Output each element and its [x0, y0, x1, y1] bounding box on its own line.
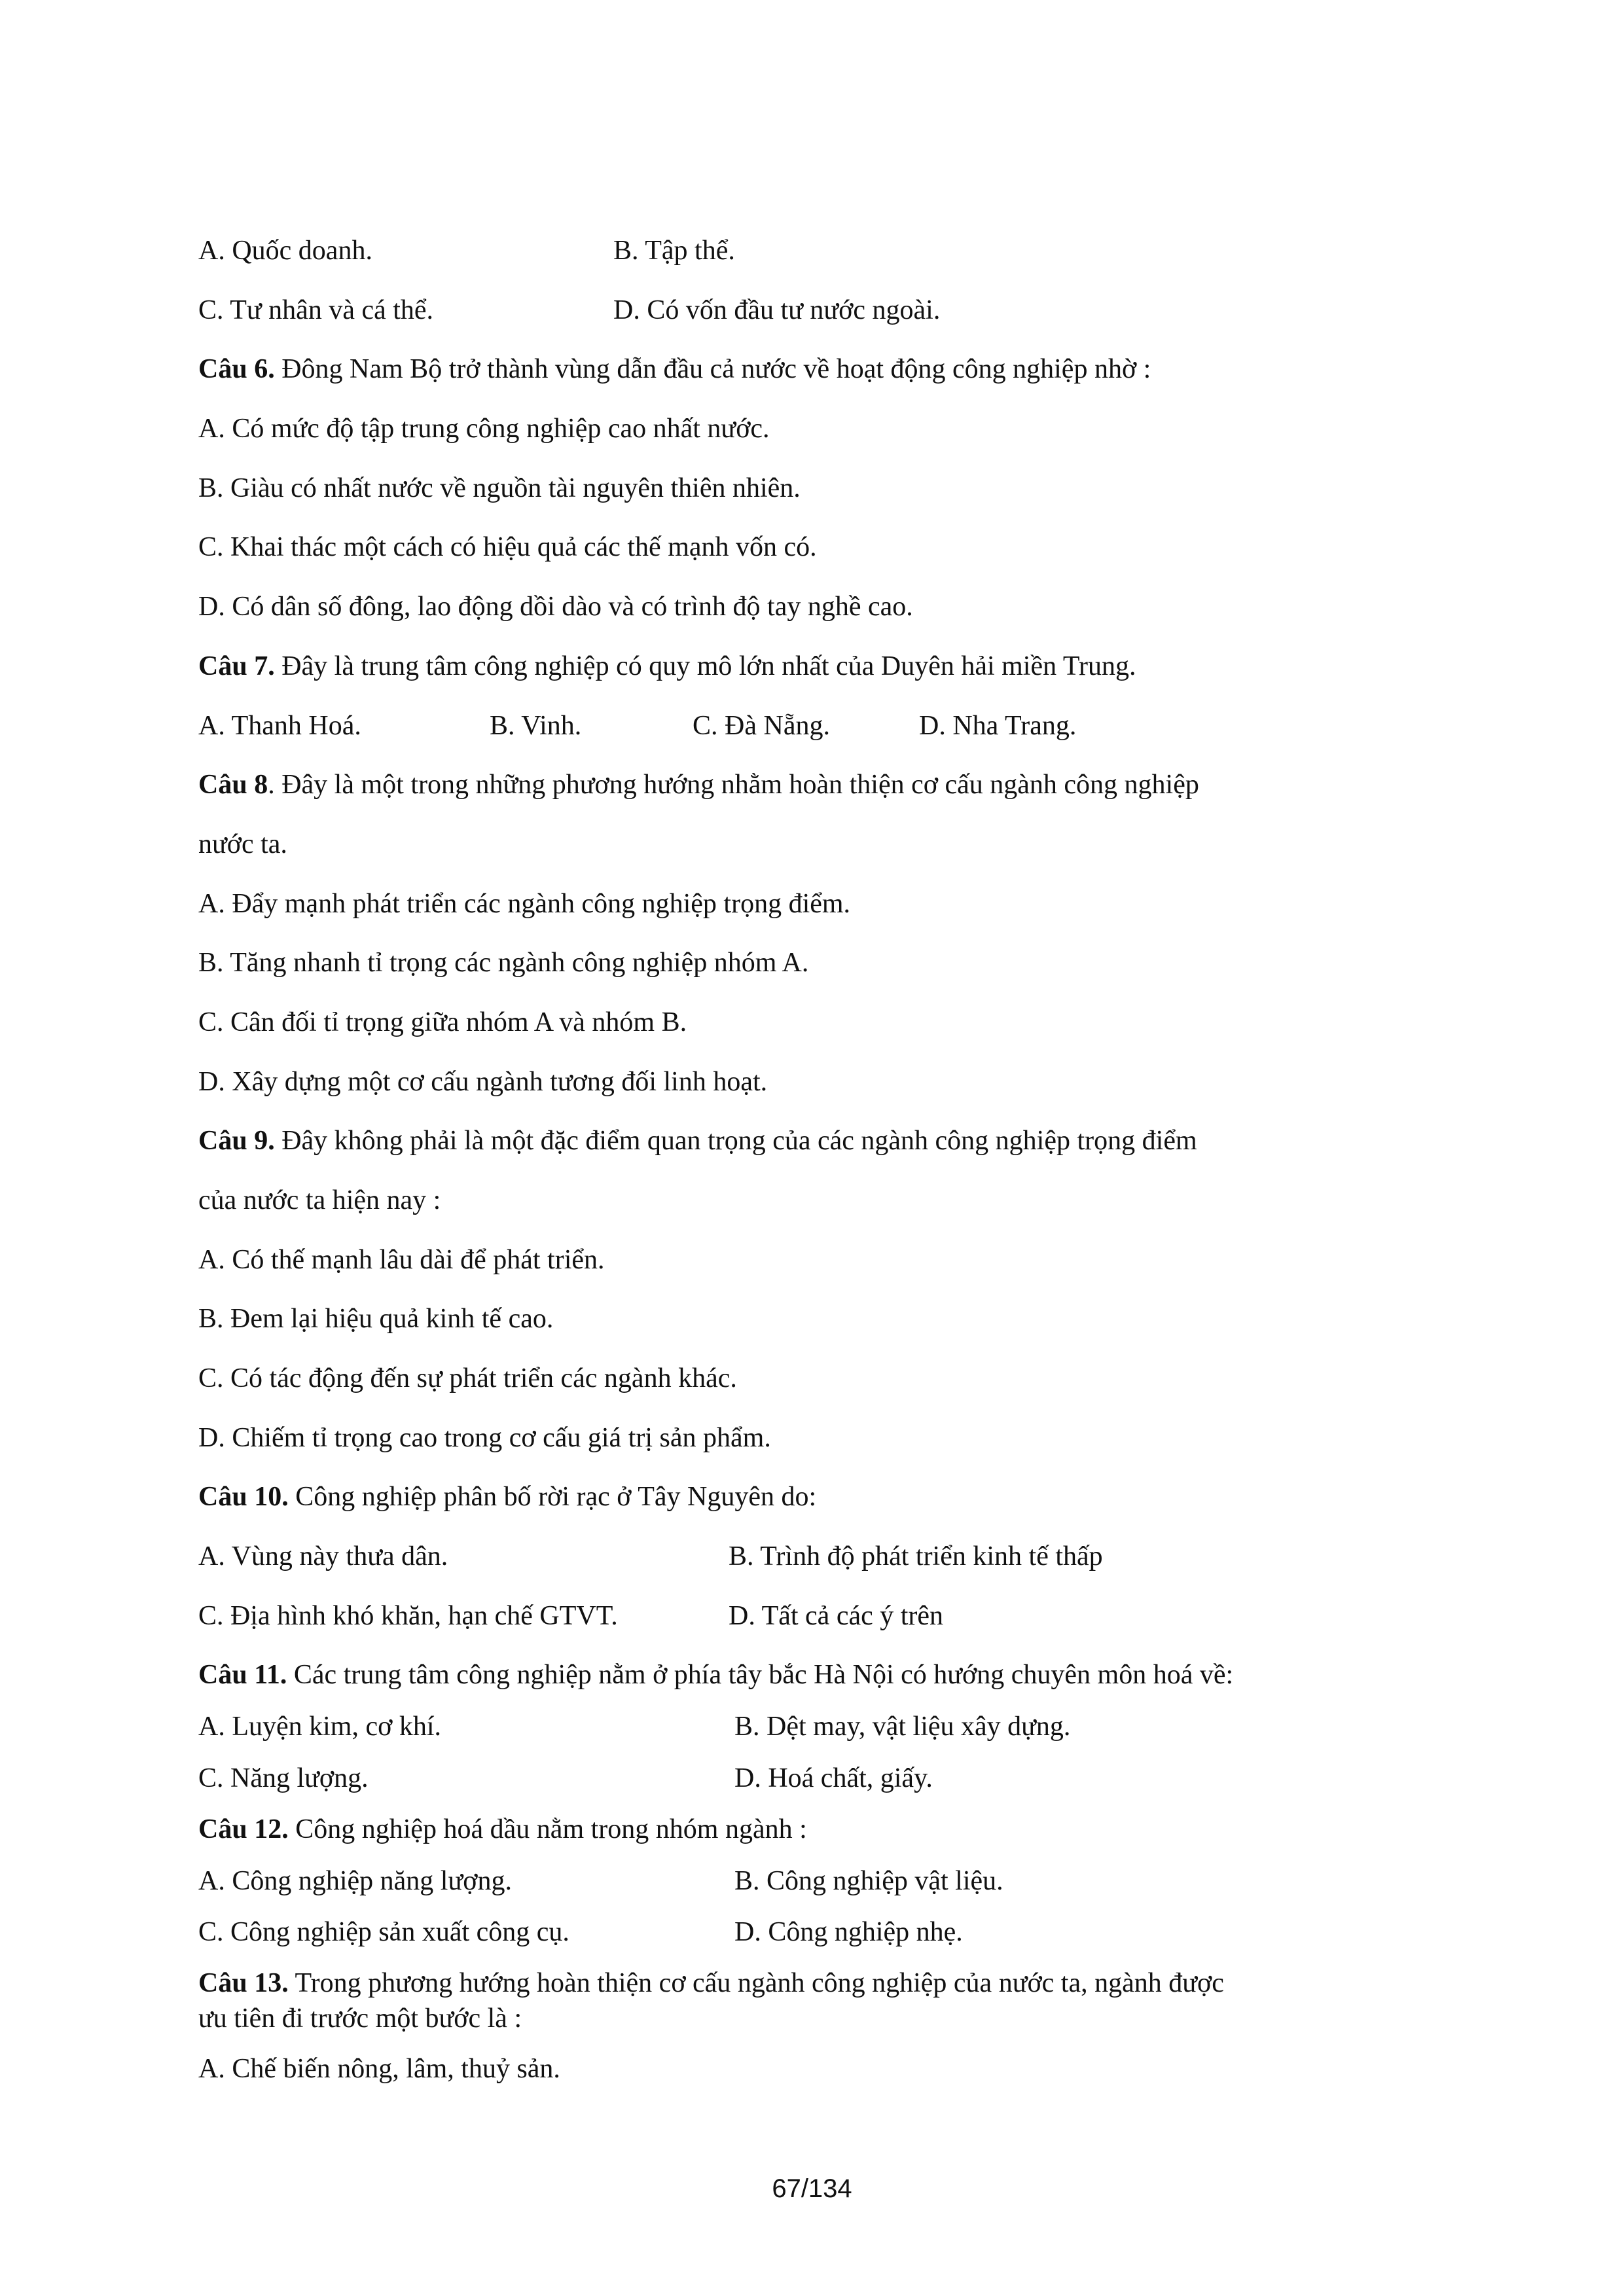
- question-number: Câu 7.: [198, 651, 275, 681]
- q11-option-a: A. Luyện kim, cơ khí.: [198, 1712, 441, 1742]
- page-number: 67/134: [772, 2174, 852, 2203]
- q8-option-d: D. Xây dựng một cơ cấu ngành tương đối linh hoạt.: [198, 1067, 768, 1097]
- question-13: [198, 1969, 1224, 1997]
- q9-option-d: D. Chiếm tỉ trọng cao trong cơ cấu giá trị sản phẩm.: [198, 1423, 771, 1453]
- question-9-continuation: của nước ta hiện nay :: [198, 1185, 441, 1215]
- question-number: Câu 10.: [198, 1482, 289, 1512]
- q9-option-c: C. Có tác động đến sự phát triển các ngành khác.: [198, 1363, 737, 1393]
- question-number: Câu 12.: [198, 1814, 289, 1844]
- question-11: [198, 1661, 1233, 1689]
- q5-option-a: A. Quốc doanh.: [198, 236, 372, 266]
- q12-option-c: C. Công nghiệp sản xuất công cụ.: [198, 1917, 569, 1947]
- q8-option-b: B. Tăng nhanh tỉ trọng các ngành công nghiệp nhóm A.: [198, 948, 809, 978]
- question-text: Trong phương hướng hoàn thiện cơ cấu ngành công nghiệp của nước ta, ngành được: [288, 1968, 1224, 1998]
- q8-option-a: A. Đẩy mạnh phát triển các ngành công nghiệp trọng điểm.: [198, 889, 851, 919]
- q10-option-b: B. Trình độ phát triển kinh tế thấp: [729, 1541, 1103, 1571]
- q5-option-d: D. Có vốn đầu tư nước ngoài.: [613, 295, 941, 325]
- question-13-continuation: ưu tiên đi trước một bước là :: [198, 2003, 522, 2034]
- q7-option-a: A. Thanh Hoá.: [198, 711, 361, 741]
- question-text: Công nghiệp hoá dầu nằm trong nhóm ngành :: [288, 1814, 807, 1844]
- q8-option-c: C. Cân đối tỉ trọng giữa nhóm A và nhóm B.: [198, 1007, 687, 1037]
- question-text: Đông Nam Bộ trở thành vùng dẫn đầu cả nước về hoạt động công nghiệp nhờ :: [274, 354, 1151, 384]
- question-12: [198, 1816, 807, 1843]
- q5-option-b: B. Tập thể.: [613, 236, 735, 266]
- q11-option-c: C. Năng lượng.: [198, 1763, 369, 1793]
- q6-option-c: C. Khai thác một cách có hiệu quả các thế mạnh vốn có.: [198, 532, 817, 562]
- q5-option-c: C. Tư nhân và cá thể.: [198, 295, 434, 325]
- question-number: Câu 13.: [198, 1968, 289, 1998]
- q7-option-d: D. Nha Trang.: [919, 711, 1077, 741]
- question-text: Đây là trung tâm công nghiệp có quy mô lớn nhất của Duyên hải miền Trung.: [274, 651, 1136, 681]
- question-number: Câu 6.: [198, 354, 275, 384]
- question-10: [198, 1483, 816, 1511]
- q12-option-b: B. Công nghiệp vật liệu.: [734, 1866, 1003, 1896]
- question-9: [198, 1127, 1197, 1155]
- question-text: Các trung tâm công nghiệp nằm ở phía tây bắc Hà Nội có hướng chuyên môn hoá về:: [287, 1660, 1234, 1690]
- question-8-continuation: nước ta.: [198, 829, 287, 859]
- q12-option-a: A. Công nghiệp năng lượng.: [198, 1866, 512, 1896]
- q11-option-b: B. Dệt may, vật liệu xây dựng.: [734, 1712, 1071, 1742]
- question-number: Câu 9.: [198, 1126, 275, 1156]
- q7-option-c: C. Đà Nẵng.: [693, 711, 830, 741]
- question-text: Đây không phải là một đặc điểm quan trọng của các ngành công nghiệp trọng điểm: [274, 1126, 1197, 1156]
- question-8: [198, 771, 1199, 798]
- question-text: Công nghiệp phân bố rời rạc ở Tây Nguyên do:: [288, 1482, 817, 1512]
- question-number: Câu 8: [198, 770, 268, 800]
- question-number: Câu 11.: [198, 1660, 287, 1690]
- q10-option-d: D. Tất cả các ý trên: [729, 1601, 944, 1631]
- question-text: . Đây là một trong những phương hướng nhằm hoàn thiện cơ cấu ngành công nghiệp: [268, 770, 1199, 800]
- q6-option-d: D. Có dân số đông, lao động dồi dào và có trình độ tay nghề cao.: [198, 592, 913, 622]
- q10-option-a: A. Vùng này thưa dân.: [198, 1541, 448, 1571]
- question-6: [198, 355, 1151, 383]
- q9-option-a: A. Có thế mạnh lâu dài để phát triển.: [198, 1245, 605, 1275]
- q10-option-c: C. Địa hình khó khăn, hạn chế GTVT.: [198, 1601, 618, 1631]
- q13-option-a: A. Chế biến nông, lâm, thuỷ sản.: [198, 2054, 560, 2084]
- q11-option-d: D. Hoá chất, giấy.: [734, 1763, 933, 1793]
- q6-option-b: B. Giàu có nhất nước về nguồn tài nguyên thiên nhiên.: [198, 473, 801, 503]
- question-7: [198, 653, 1136, 680]
- q12-option-d: D. Công nghiệp nhẹ.: [734, 1917, 963, 1947]
- q7-option-b: B. Vinh.: [490, 711, 582, 741]
- q9-option-b: B. Đem lại hiệu quả kinh tế cao.: [198, 1304, 554, 1334]
- q6-option-a: A. Có mức độ tập trung công nghiệp cao nhất nước.: [198, 414, 770, 444]
